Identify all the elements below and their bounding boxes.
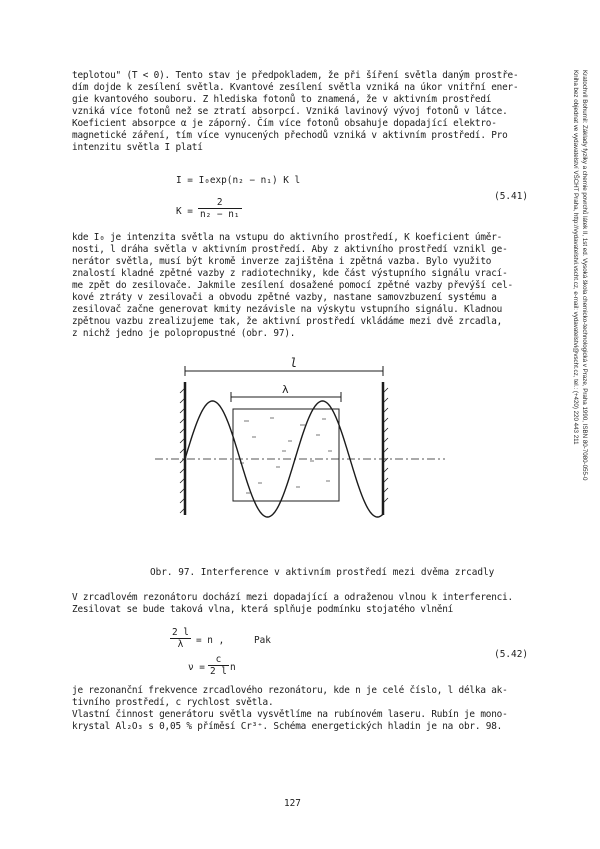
ratio-fraction bbox=[170, 627, 191, 650]
equation-number: (5.41) bbox=[494, 191, 528, 202]
intensity-equation: I = I₀exp(n₂ − n₁) K l bbox=[176, 175, 301, 186]
frequency-numerator: c bbox=[208, 654, 229, 666]
frequency-rhs: n bbox=[230, 662, 236, 673]
text-line: V zrcadlovém rezonátoru dochází mezi dopadající a odraženou vlnou k interferenci. bbox=[72, 592, 513, 603]
text-line: nerátor světla, musí být kromě inverze zajištěna i zpětná vazba. Bylo využito bbox=[72, 256, 492, 267]
equation-number: (5.42) bbox=[494, 649, 528, 660]
citation-line: Kratochvíl Bohumil: Základy fyziky a chemie povrchů látek II, 1st ed. Vysoká škola chemicko-technologická v Praze, Praha 1990, ISBN 80-7080-055-0 bbox=[581, 70, 588, 481]
k-fraction bbox=[198, 197, 242, 220]
text-line: intenzitu světla I platí bbox=[72, 142, 203, 153]
page-number: 127 bbox=[284, 798, 301, 809]
k-numerator: 2 bbox=[198, 197, 242, 209]
citation-sidebar bbox=[566, 70, 596, 590]
medium-texture bbox=[240, 418, 332, 493]
text-line: Koeficient absorpce α je záporný. Čím více fotonů obsahuje dopadající elektro- bbox=[72, 118, 497, 129]
figure-caption: Obr. 97. Interference v aktivním prostředí mezi dvěma zrcadly bbox=[150, 567, 495, 578]
frequency-lhs: ν = bbox=[188, 662, 205, 673]
text-line: dím dojde k zesílení světla. Kvantové zesílení světla vzniká na úkor vnitřní ener- bbox=[72, 82, 519, 93]
k-lhs: K = bbox=[176, 206, 193, 217]
text-line: znalostí kladné zpětné vazby z radiotechniky, kde část výstupního signálu vrací- bbox=[72, 268, 508, 279]
text-line: Vlastní činnost generátoru světla vysvětlíme na rubínovém laseru. Rubín je mono- bbox=[72, 709, 508, 720]
pak-word: Pak bbox=[254, 635, 271, 646]
label-l: l bbox=[290, 356, 298, 370]
ratio-numerator: 2 l bbox=[172, 627, 189, 638]
text-line: me zpět do zesilovače. Jakmile zesílení dosažené pomocí zpětné vazby převýší cel- bbox=[72, 280, 513, 291]
text-line: tivního prostředí, c rychlost světla. bbox=[72, 697, 274, 708]
label-lambda: λ bbox=[282, 383, 289, 396]
text-line: kde I₀ je intenzita světla na vstupu do aktivního prostředí, K koeficient úměr- bbox=[72, 232, 503, 243]
text-line: nosti, l dráha světla v aktivním prostředí. Aby z aktivního prostředí vznikl ge- bbox=[72, 244, 508, 255]
text-line: Zesilovat se bude taková vlna, která splňuje podmínku stojatého vlnění bbox=[72, 604, 454, 615]
k-denominator: n₂ − n₁ bbox=[200, 209, 240, 220]
frequency-fraction bbox=[208, 654, 229, 677]
text-line: krystal Al₂O₃ s 0,05 % příměsí Cr³⁺. Schéma energetických hladin je na obr. 98. bbox=[72, 721, 503, 732]
ratio-rhs: = n , bbox=[196, 635, 225, 646]
text-line: kové ztráty v zesilovači a obvodu zpětné vazby, nastane samovzbuzení systému a bbox=[72, 292, 497, 303]
text-line: vzniká více fotonů než se ztratí absorpcí. Vzniká lavinový vývoj fotonů v látce. bbox=[72, 106, 508, 117]
text-line: gie kvantového souboru. Z hlediska fotonů to znamená, že v aktivním prostředí bbox=[72, 94, 492, 105]
figure-97-diagram bbox=[140, 355, 460, 535]
text-line: zpětnou vazbu zrealizujeme tak, že aktivní prostředí vkládáme mezi dvě zrcadla, bbox=[72, 316, 503, 327]
frequency-denominator: 2 l bbox=[210, 666, 227, 677]
ratio-denominator: λ bbox=[177, 639, 184, 650]
text-line: zesilovač začne generovat kmity nezávisle na výskytu vstupního signálu. Kladnou bbox=[72, 304, 503, 315]
text-line: teplotou" (T < 0). Tento stav je předpokladem, že při šíření světla daným prostře- bbox=[72, 70, 519, 81]
text-line: je rezonanční frekvence zrcadlového rezonátoru, kde n je celé číslo, l délka ak- bbox=[72, 685, 508, 696]
text-line: z nichž jedno je polopropustné (obr. 97). bbox=[72, 328, 296, 339]
citation-line: Kniha bez objednat ve vydavatelství VŠCHT Praha, http://vydavatelstvi.vscht.cz, e-mail: vydavatelstvi@vscht.cz, tel.: (+420) 220 443 211 bbox=[572, 70, 579, 445]
text-line: magnetické záření, tím více vynucených přechodů vzniká v aktivním prostředí. Pro bbox=[72, 130, 508, 141]
